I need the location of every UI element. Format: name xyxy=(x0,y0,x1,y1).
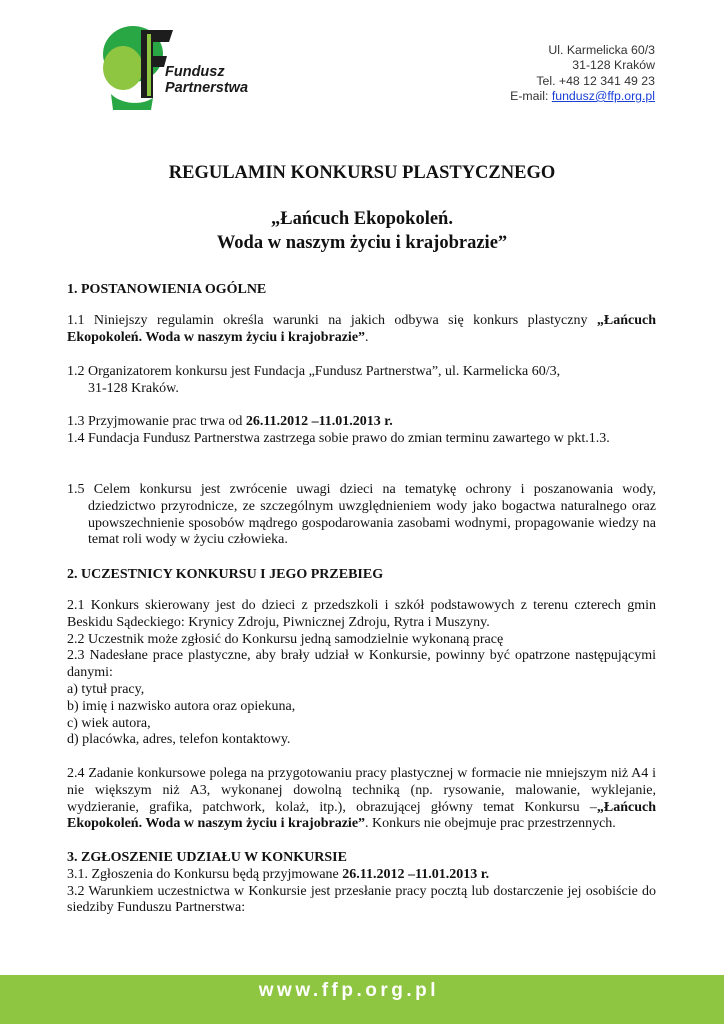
contact-block xyxy=(510,43,655,104)
section-heading: 3. ZGŁOSZENIE UDZIAŁU W KONKURSIE xyxy=(67,850,347,865)
text: 1.5 Celem konkursu jest zwrócenie uwagi dzieci na tematykę ochrony i poszanowania wody, dziedzictwo przyrodnicze, ze szczególnym uwzględnieniem wody jako bogactwa naturalnego oraz upowszechnienie sposobów mądrego gospodarowania zasobami wodnymi, propagowanie wiedzy na temat roli wody w życiu człowieka. xyxy=(67,482,656,548)
list-item: c) wiek autora, xyxy=(67,715,151,731)
text: 31-128 Kraków. xyxy=(88,380,179,396)
paragraph-2-2: 2.2 Uczestnik może zgłosić do Konkursu jedną samodzielnie wykonaną pracę xyxy=(67,631,504,647)
text: 1.3 Przyjmowanie prac trwa od xyxy=(67,414,246,429)
document-title: REGULAMIN KONKURSU PLASTYCZNEGO xyxy=(168,163,556,183)
bold-text: 26.11.2012 –11.01.2013 r. xyxy=(342,866,490,882)
competition-title-line-1: „Łańcuch Ekopokoleń. xyxy=(271,209,453,229)
paragraph-3-1 xyxy=(67,867,656,884)
logo-line-1: Fundusz xyxy=(165,64,225,80)
bold-text: 26.11.2012 –11.01.2013 r. xyxy=(245,414,393,429)
section-heading: 2. UCZESTNICY KONKURSU I JEGO PRZEBIEG xyxy=(67,567,384,582)
paragraph-2-3: 2.3 Nadesłane prace plastyczne, aby brały udział w Konkursie, powinny być opatrzone następującymi danymi: xyxy=(67,648,656,681)
list-item: a) tytuł pracy, xyxy=(67,681,145,697)
email-row xyxy=(510,89,655,104)
bold-text: „Łańcuch Ekopokoleń. Woda w naszym życiu i krajobrazie” xyxy=(67,313,656,345)
list-item: d) placówka, adres, telefon kontaktowy. xyxy=(67,732,291,748)
section-1-heading xyxy=(67,282,656,299)
paragraph-1-3 xyxy=(67,414,656,448)
competition-title xyxy=(0,207,724,255)
text: 1.2 Organizatorem konkursu jest Fundacja „Fundusz Partnerstwa”, ul. Karmelicka 60/3, xyxy=(67,364,561,379)
paragraph-1-5 xyxy=(67,482,656,549)
competition-title-line-2: Woda w naszym życiu i krajobrazie” xyxy=(216,233,508,253)
email-label: E-mail: xyxy=(510,88,552,103)
paragraph-1-2 xyxy=(67,364,656,398)
phone: Tel. +48 12 341 49 23 xyxy=(536,73,655,88)
logo-text xyxy=(165,64,248,96)
email-link[interactable]: fundusz@ffp.org.pl xyxy=(551,88,655,103)
section-heading: 1. POSTANOWIENIA OGÓLNE xyxy=(67,282,267,297)
paragraph-2-1: 2.1 Konkurs skierowany jest do dzieci z przedszkoli i szkół podstawowych z terenu czterech gmin Beskidu Sądeckiego: Krynicy Zdroju, Piwnicznej Zdroju, Rytra i Muszyny. xyxy=(67,598,656,630)
section-3 xyxy=(67,850,656,917)
section-2-body xyxy=(67,598,656,749)
text: . Konkurs nie obejmuje prac przestrzennych. xyxy=(365,816,616,832)
address-line-2: 31-128 Kraków xyxy=(572,58,655,73)
logo-line-2: Partnerstwa xyxy=(165,80,249,96)
text: 2.4 Zadanie konkursowe polega na przygotowaniu pracy plastycznej w formacie nie mniejszym niż A4 i nie większym niż A3, wykonanej dowolną techniką (np. rysowanie, malowanie, wyklejanie, wydzieranie, grafika, patchwork, kolaż, itp.), obrazującej główny temat Konkursu – xyxy=(67,766,656,815)
paragraph-3-2: 3.2 Warunkiem uczestnictwa w Konkursie jest przesłanie pracy pocztą lub dostarczenie jej osobiście do siedziby Funduszu Partnerstwa: xyxy=(67,883,656,916)
text: . xyxy=(365,329,369,345)
footer-url[interactable]: www.ffp.org.pl xyxy=(258,980,439,1001)
paragraph-2-4 xyxy=(67,766,656,833)
text: 3.1. Zgłoszenia do Konkursu będą przyjmowane xyxy=(67,866,343,882)
section-2-heading xyxy=(67,567,656,584)
bold-text: „Łańcuch Ekopokoleń. Woda w naszym życiu i krajobrazie” xyxy=(67,799,656,832)
list-item: b) imię i nazwisko autora oraz opiekuna, xyxy=(67,698,296,714)
paragraph-1-4: 1.4 Fundacja Fundusz Partnerstwa zastrzega sobie prawo do zmian terminu zawartego w pkt.1.3. xyxy=(67,430,610,446)
footer-bar xyxy=(0,975,724,1024)
paragraph-1-1 xyxy=(67,313,656,347)
address-line-1: Ul. Karmelicka 60/3 xyxy=(548,43,655,57)
text: 1.1 Niniejszy regulamin określa warunki na jakich odbywa się konkurs plastyczny xyxy=(67,313,597,328)
